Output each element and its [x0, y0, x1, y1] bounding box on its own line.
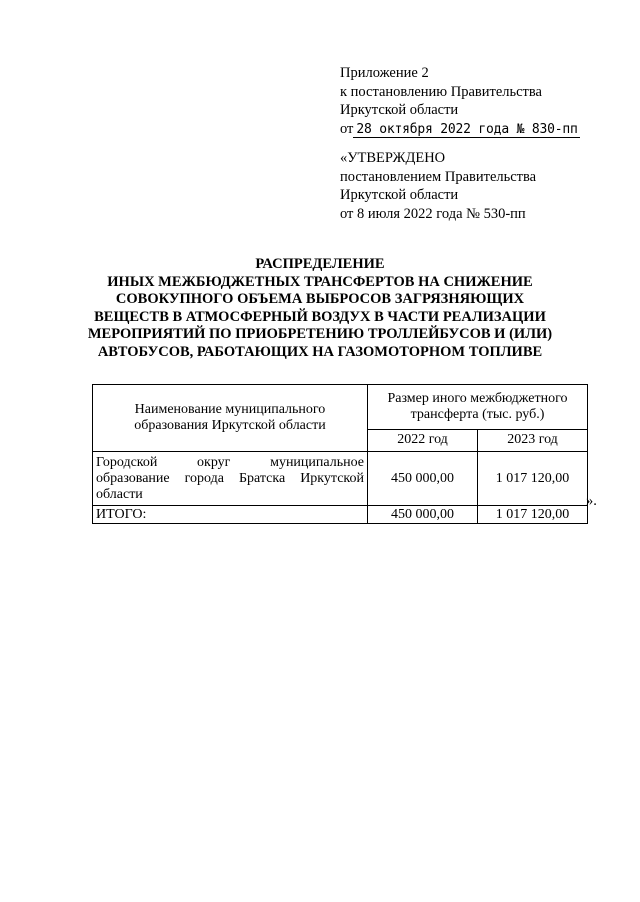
table-header-row: [93, 385, 588, 430]
header-year-2023: 2023 год: [478, 429, 588, 451]
appendix-resolution: к постановлению Правительства: [340, 83, 542, 100]
table-total-row: [93, 506, 588, 524]
title-line-5: МЕРОПРИЯТИЙ ПО ПРИОБРЕТЕНИЮ ТРОЛЛЕЙБУСОВ И (ИЛИ): [87, 326, 553, 342]
approved-block: [340, 149, 536, 223]
appendix-number: Приложение 2: [340, 65, 429, 81]
appendix-date-prefix: от: [340, 120, 354, 137]
approved-resolution: постановлением Правительства: [340, 168, 537, 185]
closing-quote: ».: [586, 493, 597, 509]
row-value-2022: 450 000,00: [368, 452, 478, 506]
table-row: [93, 452, 588, 506]
total-value-2023: 1 017 120,00: [478, 506, 588, 524]
header-year-2022: 2022 год: [368, 429, 478, 451]
approved-region: Иркутской области: [340, 187, 459, 203]
approved-heading: «УТВЕРЖДЕНО: [340, 150, 446, 166]
appendix-date-line: [340, 120, 580, 140]
appendix-block: [340, 64, 580, 139]
title-line-6: АВТОБУСОВ, РАБОТАЮЩИХ НА ГАЗОМОТОРНОМ ТОПЛИВЕ: [97, 343, 543, 360]
header-transfer-size: Размер иного межбюджетного трансферта (тыс. руб.): [368, 385, 588, 430]
title-line-2: ИНЫХ МЕЖБЮДЖЕТНЫХ ТРАНСФЕРТОВ НА СНИЖЕНИЕ: [107, 273, 533, 290]
document-title: [60, 256, 580, 361]
total-label: ИТОГО:: [93, 506, 368, 524]
distribution-table: [92, 384, 588, 524]
title-line-3: СОВОКУПНОГО ОБЪЕМА ВЫБРОСОВ ЗАГРЯЗНЯЮЩИХ: [115, 291, 525, 307]
header-municipality: Наименование муниципального образования Иркутской области: [93, 385, 368, 452]
row-municipality-name: Городской округ муниципальное образование города Братска Иркутской области: [93, 452, 368, 506]
title-line-4: ВЕЩЕСТВ В АТМОСФЕРНЫЙ ВОЗДУХ В ЧАСТИ РЕАЛИЗАЦИИ: [94, 308, 546, 325]
title-line-1: РАСПРЕДЕЛЕНИЕ: [255, 256, 385, 272]
total-value-2022: 450 000,00: [368, 506, 478, 524]
row-value-2023: 1 017 120,00: [478, 452, 588, 506]
appendix-region: Иркутской области: [340, 102, 459, 118]
approved-date: от 8 июля 2022 года № 530-пп: [340, 205, 526, 222]
appendix-date-stamp: 28 октября 2022 года № 830-пп: [353, 122, 579, 138]
